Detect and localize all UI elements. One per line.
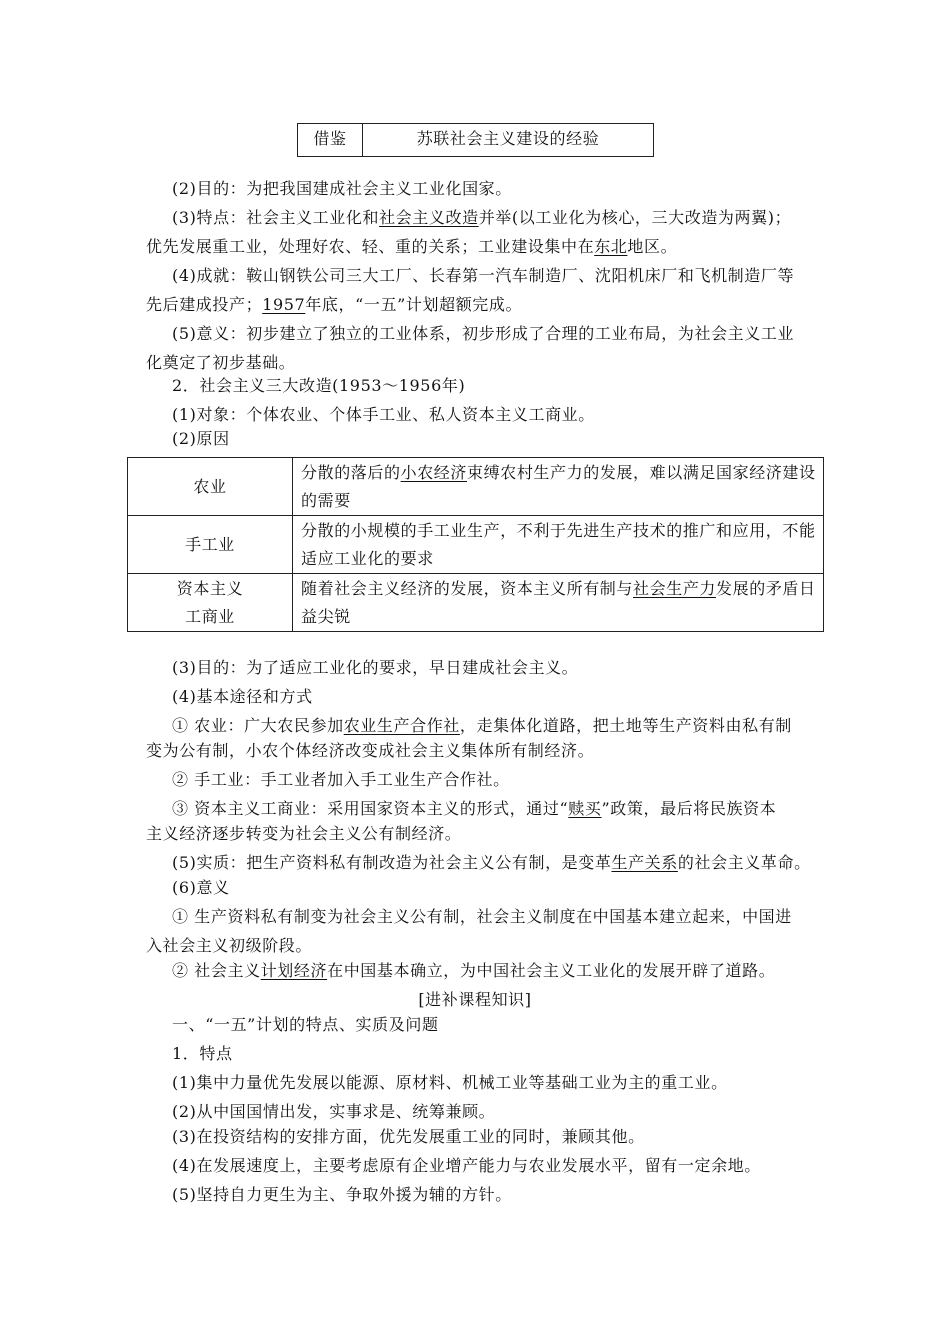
feature-item-3: (3)在投资结构的安排方面，优先发展重工业的同时，兼顾其他。 bbox=[172, 1127, 645, 1146]
heading-five-year-plan: 一、“一五”计划的特点、实质及问题 bbox=[172, 1015, 439, 1034]
paragraph-significance-line1: (5)意义：初步建立了独立的工业体系，初步形成了合理的工业布局，为社会主义工业 bbox=[172, 324, 795, 343]
paragraph-meaning-2: ② 社会主义计划经济在中国基本确立，为中国社会主义工业化的发展开辟了道路。 bbox=[172, 961, 776, 980]
paragraph-meaning-1-line2: 入社会主义初级阶段。 bbox=[146, 936, 313, 955]
table-key-cell: 借鉴 bbox=[298, 124, 363, 157]
table-key-cell: 手工业 bbox=[128, 516, 293, 574]
paragraph-method-agriculture-line1: ① 农业：广大农民参加农业生产合作社，走集体化道路，把土地等生产资料由私有制 bbox=[172, 716, 792, 735]
underlined-term: 赎买 bbox=[568, 799, 602, 818]
subheading-features: 1．特点 bbox=[172, 1044, 233, 1063]
underlined-term: 小农经济 bbox=[400, 462, 468, 482]
paragraph-essence: (5)实质：把生产资料私有制改造为社会主义公有制，是变革生产关系的社会主义革命。 bbox=[172, 853, 811, 872]
table-value-cell: 分散的小规模的手工业生产，不利于先进生产技术的推广和应用，不能适应工业化的要求 bbox=[293, 516, 824, 574]
underlined-term: 生产关系 bbox=[611, 853, 678, 872]
paragraph-reform-purpose: (3)目的：为了适应工业化的要求，早日建成社会主义。 bbox=[172, 658, 579, 677]
feature-item-4: (4)在发展速度上，主要考虑原有企业增产能力与农业发展水平，留有一定余地。 bbox=[172, 1156, 761, 1175]
paragraph-reasons-label: (2)原因 bbox=[172, 429, 230, 448]
underlined-term: 社会生产力 bbox=[633, 578, 717, 598]
paragraph-method-commerce-line1: ③ 资本主义工商业：采用国家资本主义的形式，通过“赎买”政策，最后将民族资本 bbox=[172, 799, 777, 818]
reasons-table bbox=[127, 457, 824, 632]
table-row bbox=[298, 124, 654, 157]
underlined-term: 东北 bbox=[594, 237, 628, 256]
paragraph-method-handicraft: ② 手工业：手工业者加入手工业生产合作社。 bbox=[172, 770, 510, 789]
underlined-term: 计划经济 bbox=[260, 961, 328, 980]
section-heading-three-reforms: 2．社会主义三大改造(1953～1956年) bbox=[172, 376, 466, 395]
paragraph-methods-label: (4)基本途径和方式 bbox=[172, 687, 313, 706]
feature-item-2: (2)从中国国情出发，实事求是、统筹兼顾。 bbox=[172, 1102, 496, 1121]
table-row bbox=[128, 516, 824, 574]
paragraph-achievements-line1: (4)成就：鞍山钢铁公司三大工厂、长春第一汽车制造厂、沈阳机床厂和飞机制造厂等 bbox=[172, 266, 795, 285]
underlined-term: 农业生产合作社 bbox=[343, 716, 460, 735]
table-key-cell: 资本主义 工商业 bbox=[128, 574, 293, 632]
paragraph-meaning-1-line1: ① 生产资料私有制变为社会主义公有制，社会主义制度在中国基本建立起来，中国进 bbox=[172, 907, 792, 926]
feature-item-1: (1)集中力量优先发展以能源、原材料、机械工业等基础工业为主的重工业。 bbox=[172, 1073, 728, 1092]
paragraph-method-commerce-line2: 主义经济逐步转变为社会主义公有制经济。 bbox=[146, 824, 462, 843]
paragraph-objects: (1)对象：个体农业、个体手工业、私人资本主义工商业。 bbox=[172, 405, 595, 424]
paragraph-meaning-label: (6)意义 bbox=[172, 878, 230, 897]
paragraph-features-line1: (3)特点：社会主义工业化和社会主义改造并举(以工业化为核心，三大改造为两翼)； bbox=[172, 208, 792, 227]
table-value-cell: 随着社会主义经济的发展，资本主义所有制与社会生产力发展的矛盾日益尖锐 bbox=[293, 574, 824, 632]
paragraph-achievements-line2: 先后建成投产；1957年底，“一五”计划超额完成。 bbox=[146, 295, 523, 314]
underlined-term: 1957 bbox=[262, 295, 306, 314]
underlined-term: 社会主义改造 bbox=[379, 208, 479, 227]
table-value-cell: 苏联社会主义建设的经验 bbox=[363, 124, 654, 157]
paragraph-method-agriculture-line2: 变为公有制，小农个体经济改变成社会主义集体所有制经济。 bbox=[146, 741, 595, 760]
paragraph-significance-line2: 化奠定了初步基础。 bbox=[146, 353, 296, 372]
section-title: [进补课程知识] bbox=[418, 990, 532, 1009]
table-row bbox=[128, 458, 824, 516]
paragraph-purpose: (2)目的：为把我国建成社会主义工业化国家。 bbox=[172, 179, 512, 198]
feature-item-5: (5)坚持自力更生为主、争取外援为辅的方针。 bbox=[172, 1185, 512, 1204]
table-key-cell: 农业 bbox=[128, 458, 293, 516]
table-value-cell: 分散的落后的小农经济束缚农村生产力的发展，难以满足国家经济建设的需要 bbox=[293, 458, 824, 516]
table-row bbox=[128, 574, 824, 632]
reference-table bbox=[297, 123, 654, 157]
paragraph-features-line2: 优先发展重工业，处理好农、轻、重的关系；工业建设集中在东北地区。 bbox=[146, 237, 678, 256]
